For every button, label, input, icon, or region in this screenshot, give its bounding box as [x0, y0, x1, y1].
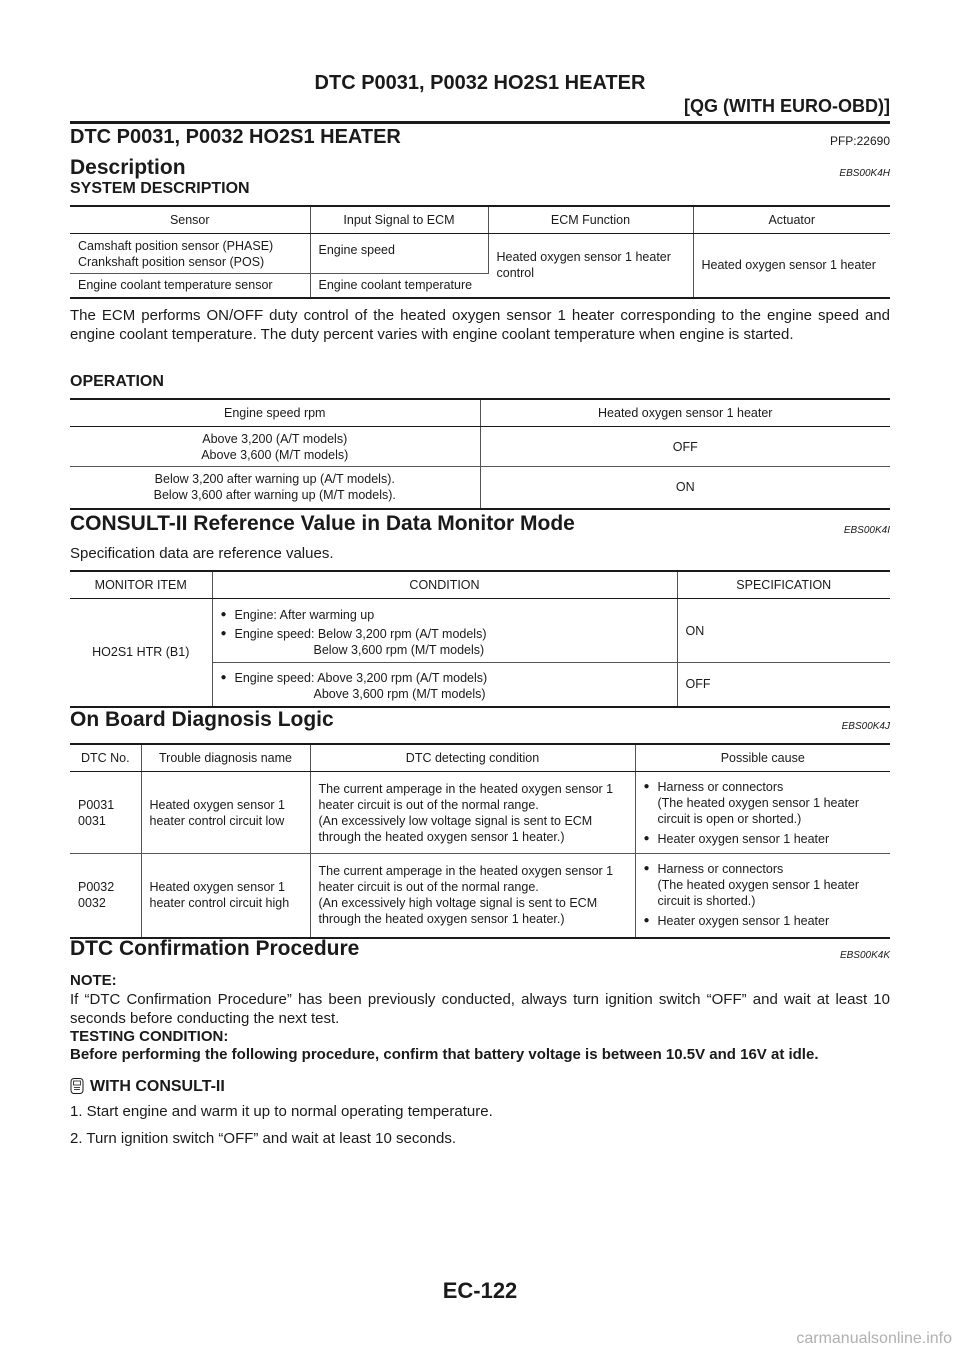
table-cell: P0031 0031 — [70, 772, 141, 854]
consult-intro: Specification data are reference values. — [70, 545, 334, 562]
watermark: carmanualsonline.info — [796, 1330, 952, 1347]
table-cell: Engine coolant temperature — [310, 274, 488, 298]
table-cell: ● Harness or connectors (The heated oxygen sensor 1 heater circuit is open or shorted.) ● Heater oxygen sensor 1 heater — [635, 772, 890, 854]
obd-code: EBS00K4J — [841, 721, 890, 732]
operation-table — [70, 398, 890, 510]
col-header: DTC detecting condition — [310, 744, 635, 772]
table-cell: ● Engine: After warming up ● Engine speed: Below 3,200 rpm (A/T models) Below 3,600 rpm (M/T models) — [212, 599, 677, 663]
confirmation-code: EBS00K4K — [839, 950, 890, 961]
obd-table — [70, 743, 890, 939]
table-cell: ON — [480, 467, 890, 509]
table-cell: Heated oxygen sensor 1 heater — [693, 234, 890, 298]
table-cell: ON — [677, 599, 890, 663]
consult-tool-icon — [70, 1078, 84, 1094]
page-header-subtitle: [QG (WITH EURO-OBD)] — [684, 96, 890, 116]
table-cell: OFF — [480, 427, 890, 467]
col-header: Input Signal to ECM — [310, 206, 488, 234]
description-heading — [70, 156, 890, 180]
page-header-title: DTC P0031, P0032 HO2S1 HEATER — [314, 72, 646, 94]
col-header: SPECIFICATION — [677, 571, 890, 599]
col-header: ECM Function — [488, 206, 693, 234]
consult-title: CONSULT-II Reference Value in Data Monitor Mode — [70, 512, 575, 535]
col-header: Heated oxygen sensor 1 heater — [480, 399, 890, 427]
col-header: CONDITION — [212, 571, 677, 599]
confirmation-title: DTC Confirmation Procedure — [70, 937, 360, 960]
table-cell: Heated oxygen sensor 1 heater control — [488, 234, 693, 298]
table-cell: Engine coolant temperature sensor — [70, 274, 310, 298]
table-cell: Engine speed — [310, 234, 488, 274]
table-cell: ● Harness or connectors (The heated oxygen sensor 1 heater circuit is shorted.) ● Heater oxygen sensor 1 heater — [635, 854, 890, 938]
col-header: Actuator — [693, 206, 890, 234]
obd-title: On Board Diagnosis Logic — [70, 708, 334, 731]
with-consult-heading — [70, 1078, 890, 1096]
testing-label: TESTING CONDITION: — [70, 1028, 229, 1045]
testing-text: Before performing the following procedure, confirm that battery voltage is between 10.5V and 16V at idle. — [70, 1046, 819, 1063]
procedure-steps — [70, 1098, 890, 1152]
table-cell: P0032 0032 — [70, 854, 141, 938]
col-header: DTC No. — [70, 744, 141, 772]
description-code: EBS00K4H — [839, 168, 890, 179]
note-text: If “DTC Confirmation Procedure” has been previously conducted, always turn ignition switch “OFF” and wait at least 10 seconds before conducting the next test. — [70, 991, 890, 1027]
page-number: EC-122 — [442, 1278, 518, 1303]
section-heading — [70, 126, 890, 152]
consult-heading — [70, 512, 890, 538]
note-label: NOTE: — [70, 972, 117, 989]
table-cell: Above 3,200 (A/T models) Above 3,600 (M/T models) — [70, 427, 480, 467]
table-cell: Heated oxygen sensor 1 heater control circuit low — [141, 772, 310, 854]
confirmation-heading — [70, 937, 890, 963]
col-header: Possible cause — [635, 744, 890, 772]
table-cell: The current amperage in the heated oxygen sensor 1 heater circuit is out of the normal range. (An excessively high voltage signal is sent to ECM through the heated oxygen sensor 1 heater.) — [310, 854, 635, 938]
system-description-table — [70, 205, 890, 299]
confirmation-body — [70, 972, 890, 1152]
table-cell: ● Engine speed: Above 3,200 rpm (A/T models) Above 3,600 rpm (M/T models) — [212, 663, 677, 707]
list-item: 1. Start engine and warm it up to normal operating temperature. — [70, 1103, 493, 1120]
table-cell: OFF — [677, 663, 890, 707]
header-rule — [70, 121, 890, 124]
system-description-paragraph: The ECM performs ON/OFF duty control of the heated oxygen sensor 1 heater corresponding to the engine speed and engine coolant temperature. The duty percent varies with engine coolant temperature when engine is started. — [70, 307, 890, 343]
col-header: Trouble diagnosis name — [141, 744, 310, 772]
col-header: Sensor — [70, 206, 310, 234]
description-title: Description — [70, 156, 186, 179]
consult-table — [70, 570, 890, 708]
table-cell: Below 3,200 after warning up (A/T models). Below 3,600 after warning up (M/T models). — [70, 467, 480, 509]
col-header: Engine speed rpm — [70, 399, 480, 427]
consult-code: EBS00K4I — [843, 525, 890, 536]
section-title: DTC P0031, P0032 HO2S1 HEATER — [70, 126, 401, 148]
with-consult-label: WITH CONSULT-II — [90, 1078, 225, 1095]
list-item: 2. Turn ignition switch “OFF” and wait at least 10 seconds. — [70, 1130, 457, 1147]
col-header: MONITOR ITEM — [70, 571, 212, 599]
pfp-code: PFP:22690 — [829, 134, 890, 148]
operation-title: OPERATION — [70, 373, 164, 390]
obd-heading — [70, 708, 890, 734]
table-cell: HO2S1 HTR (B1) — [70, 599, 212, 707]
table-cell: Heated oxygen sensor 1 heater control circuit high — [141, 854, 310, 938]
table-cell: Camshaft position sensor (PHASE) Crankshaft position sensor (POS) — [70, 234, 310, 274]
table-cell: The current amperage in the heated oxygen sensor 1 heater circuit is out of the normal range. (An excessively low voltage signal is sent to ECM through the heated oxygen sensor 1 heater.) — [310, 772, 635, 854]
system-description-title: SYSTEM DESCRIPTION — [70, 180, 250, 197]
